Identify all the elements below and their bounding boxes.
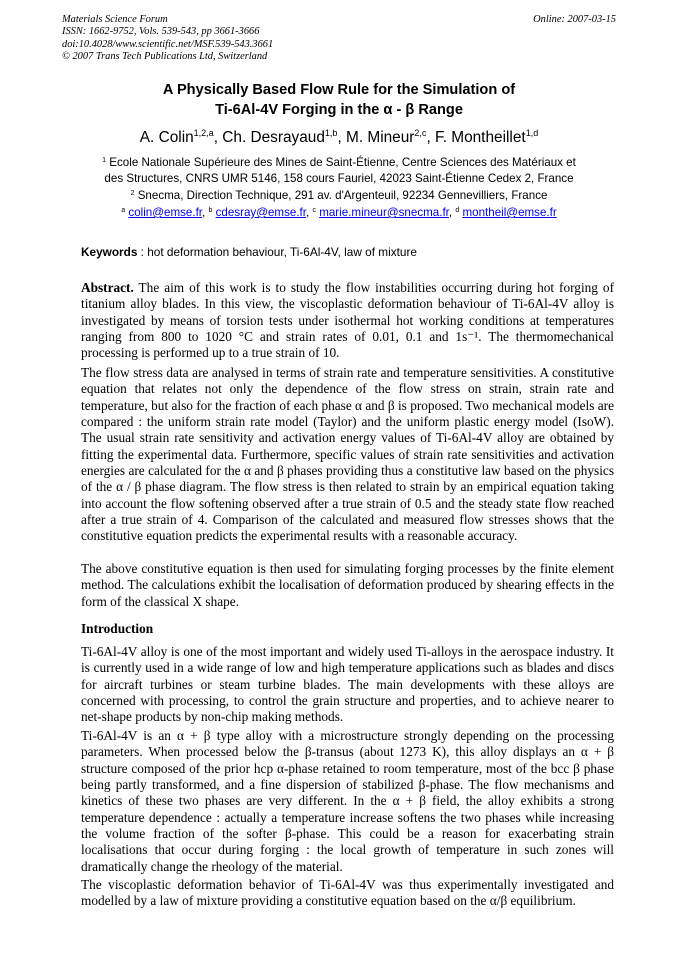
email-sup: b [208, 207, 213, 214]
affiliation-sup: 2 [130, 190, 135, 197]
author-list: A. Colin$^{1,2,a}$, Ch. Desrayaud$^{1,b}$, M. Mineur$^{2,c}$, F. Montheillet$^{1,d}$ [139, 128, 539, 146]
email-link[interactable]: colin@emse.fr [128, 206, 203, 219]
author-sup: 2,c [414, 128, 427, 138]
abstract-text-1: The aim of this work is to study the flow instabilities occurring during hot forging of titanium alloy blades. In this view, the viscoplastic deformation behaviour of Ti-6Al-4V alloy is investigated by means of torsion tests under isothermal hot working conditions at temperatures ranging from 800 to 1020 °C and strain rates of 0.01, 0.1 and 1s⁻¹. The thermomechanical processing is performed up to a true strain of 10. [81, 280, 614, 361]
author-name: Ch. Desrayaud [222, 129, 325, 146]
abstract-paragraph-1 [81, 280, 614, 362]
introduction-paragraph-3: The viscoplastic deformation behavior of Ti-6Al-4V was thus experimentally investigated and modelled by a law of mixture providing a constitutive equation based on the α/β equilibrium. [81, 877, 614, 909]
abstract-paragraph-3: The above constitutive equation is then used for simulating forging processes by the finite element method. The calculations exhibit the localisation of deformation produced by shearing effects in the form of the classical X shape. [81, 561, 614, 609]
keywords-label: Keywords [81, 245, 138, 259]
email-sup: a [121, 207, 126, 214]
copyright-line: © 2007 Trans Tech Publications Ltd, Switzerland [62, 50, 268, 62]
journal-name: Materials Science Forum [62, 14, 168, 25]
author-sup: 1,d [525, 128, 539, 138]
email-list: $^a$ colin@emse.fr, $^b$ cdesray@emse.fr, $^c$ marie.mineur@snecma.fr, $^d$ montheil@emse.fr [121, 206, 557, 219]
email-link[interactable]: marie.mineur@snecma.fr [319, 206, 449, 219]
author-sup: 1,b [324, 128, 338, 138]
introduction-heading: Introduction [81, 621, 154, 636]
author-name: F. Montheillet [435, 129, 526, 146]
journal-header [62, 14, 616, 63]
abstract-label: Abstract. [81, 280, 134, 295]
title-line-2: Ti-6Al-4V Forging in the α - β Range [215, 102, 463, 118]
author-name: A. Colin [139, 129, 194, 146]
affiliation-2-line: Snecma, Direction Technique, 291 av. d'Argenteuil, 92234 Gennevilliers, France [137, 189, 548, 202]
author-sup: 1,2,a [193, 128, 214, 138]
doi-line: doi:10.4028/www.scientific.net/MSF.539-543.3661 [62, 38, 274, 50]
affiliation-2 [62, 188, 616, 204]
author-name: M. Mineur [346, 129, 415, 146]
email-sup: d [455, 207, 460, 214]
paper-title [62, 80, 616, 120]
affiliation-sup: 1 [102, 157, 107, 164]
introduction-paragraph-1: Ti-6Al-4V alloy is one of the most important and widely used Ti-alloys in the aerospace industry. It is currently used in a wide range of low and high temperature applications such as blades and discs for aircraft turbines or steam turbine blades. The main developments with these alloys are concerned with processing, to control the grain structure and properties, and to achieve nearer to net-shape products by non-chip making methods. [81, 644, 614, 725]
email-link[interactable]: montheil@emse.fr [462, 206, 557, 219]
introduction-paragraph-2: Ti-6Al-4V is an α + β type alloy with a microstructure strongly depending on the processing parameters. When processed below the β-transus (about 1273 K), this alloy displays an α + β structure composed of the prior hcp α-phase retained to room temperature, most of the bcc β phase being partly transformed, and a fine dispersion of stabilized β-phase. The flow mechanisms and kinetics of these two phases are very different. In the α + β field, the alloy exhibits a strong temperature dependence : actually a temperature increase softens the two phases while increasing the volume fraction of the softer β-phase. This could be a reason for exacerbating strain localisations that occur during forging : the local growth of temperature in such zones will dramatically change the rheology of the material. [81, 728, 614, 874]
title-line-1: A Physically Based Flow Rule for the Simulation of [162, 82, 516, 98]
issn-line: ISSN: 1662-9752, Vols. 539-543, pp 3661-3666 [62, 26, 260, 38]
affiliation-1-line-2: des Structures, CNRS UMR 5146, 158 cours Fauriel, 42023 Saint-Étienne Cedex 2, France [104, 172, 574, 185]
affiliation-1-line-1: Ecole Nationale Supérieure des Mines de Saint-Étienne, Centre Sciences des Matériaux et [109, 156, 576, 169]
keywords-line [81, 244, 616, 260]
keywords-text: : hot deformation behaviour, Ti-6Al-4V, law of mixture [137, 245, 417, 259]
email-link[interactable]: cdesray@emse.fr [215, 206, 307, 219]
abstract-paragraph-2: The flow stress data are analysed in terms of strain rate and temperature sensitivities. A constitutive equation that relates not only the dependence of the flow stress on strain, strain rate and temperature, but also for the fraction of each phase α and β is proposed. Two mechanical models are compared : the uniform strain rate model (Taylor) and the uniform plastic energy model (IsoW). The usual strain rate sensitivity and activation energy values of Ti-6Al-4V alloy are obtained by fitting the experimental data. Furthermore, specific values of strain rate sensitivities and activation energies are calculated for the α and β phases providing thus a constitutive law based on the physics of the α / β phase diagram. The flow stress is then related to strain by an empirical equation taking into account the flow softening observed after a true strain of 0.5 and the steady state flow reached after a true strain of 4. Comparison of the calculated and measured flow stresses shows that the constitutive equation predicts the experimental results with a reasonable accuracy. [81, 365, 614, 544]
online-date: Online: 2007-03-15 [533, 14, 616, 25]
email-sup: c [312, 207, 316, 214]
affiliation-1 [62, 155, 616, 187]
